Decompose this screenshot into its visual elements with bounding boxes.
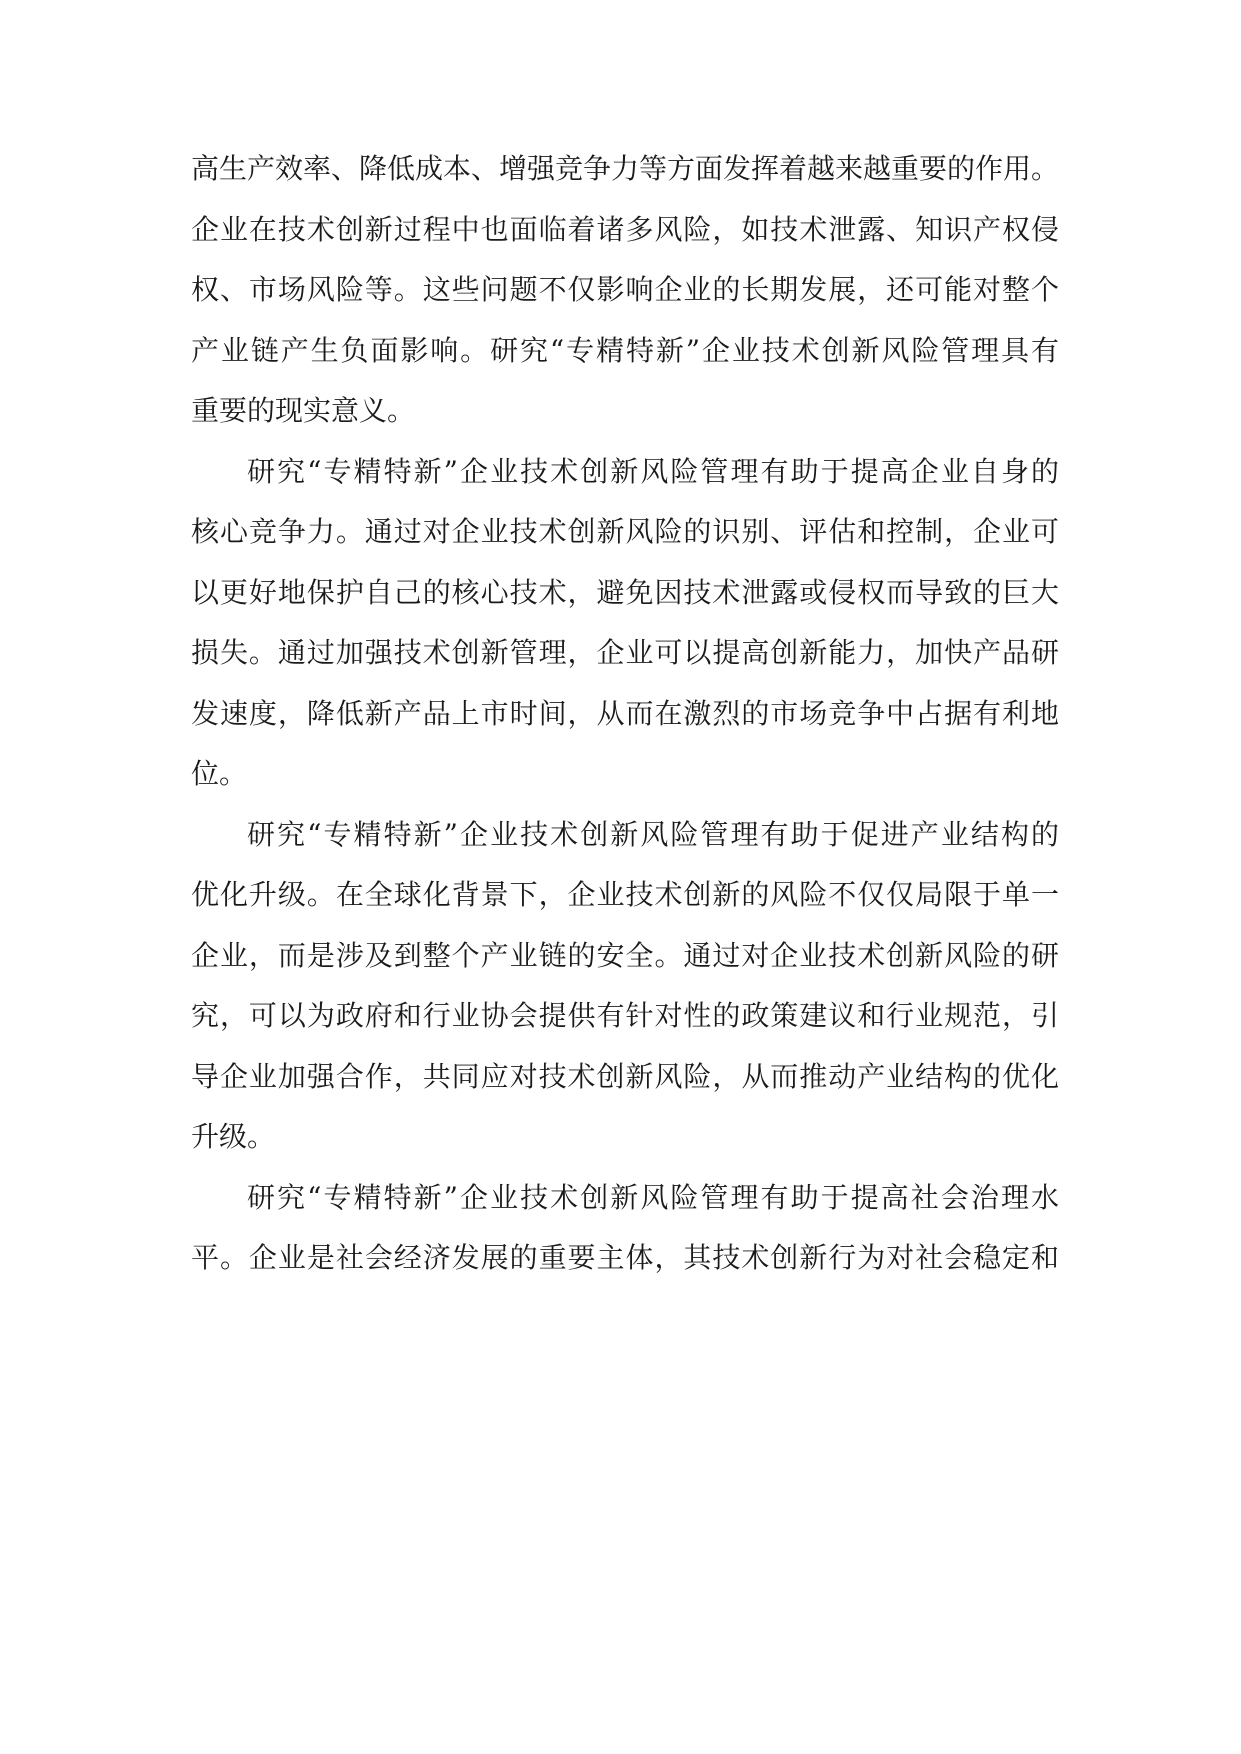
paragraph-2-line-5: 发速度，降低新产品上市时间，从而在激烈的市场竞争中占据有利地 (191, 696, 1059, 730)
paragraph-3-line-2: 优化升级。在全球化背景下，企业技术创新的风险不仅仅局限于单一 (191, 878, 1059, 911)
paragraph-3-line-1: 研究“专精特新”企业技术创新风险管理有助于促进产业结构的 (247, 817, 1059, 851)
paragraph-4-line-1: 研究“专精特新”企业技术创新风险管理有助于提高社会治理水 (247, 1180, 1059, 1214)
paragraph-3-line-6: 升级。 (191, 1120, 276, 1153)
paragraph-2-line-2: 核心竞争力。通过对企业技术创新风险的识别、评估和控制，企业可 (191, 515, 1059, 548)
paragraph-2-line-4: 损失。通过加强技术创新管理，企业可以提高创新能力，加快产品研 (191, 636, 1059, 669)
paragraph-3-line-4: 究，可以为政府和行业协会提供有针对性的政策建议和行业规范，引 (191, 999, 1059, 1032)
paragraph-3-line-5: 导企业加强合作，共同应对技术创新风险，从而推动产业结构的优化 (191, 1059, 1059, 1093)
paragraph-1-line-5: 重要的现实意义。 (191, 394, 416, 427)
paragraph-2-line-6: 位。 (191, 757, 248, 790)
paragraph-2-line-1: 研究“专精特新”企业技术创新风险管理有助于提高企业自身的 (247, 454, 1059, 488)
paragraph-1-line-1: 高生产效率、降低成本、增强竞争力等方面发挥着越来越重要的作用。 (191, 152, 1060, 185)
paragraph-4-line-2: 平。企业是社会经济发展的重要主体，其技术创新行为对社会稳定和 (191, 1241, 1059, 1274)
paragraph-1-line-2: 企业在技术创新过程中也面临着诸多风险，如技术泄露、知识产权侵 (191, 212, 1059, 246)
document-body (191, 152, 1059, 1302)
paragraph-1-line-4: 产业链产生负面影响。研究“专精特新”企业技术创新风险管理具有 (191, 333, 1059, 367)
paragraph-1-line-3: 权、市场风险等。这些问题不仅影响企业的长期发展，还可能对整个 (191, 273, 1059, 306)
paragraph-3-line-3: 企业，而是涉及到整个产业链的安全。通过对企业技术创新风险的研 (191, 938, 1059, 972)
paragraph-2-line-3: 以更好地保护自己的核心技术，避免因技术泄露或侵权而导致的巨大 (191, 575, 1059, 609)
